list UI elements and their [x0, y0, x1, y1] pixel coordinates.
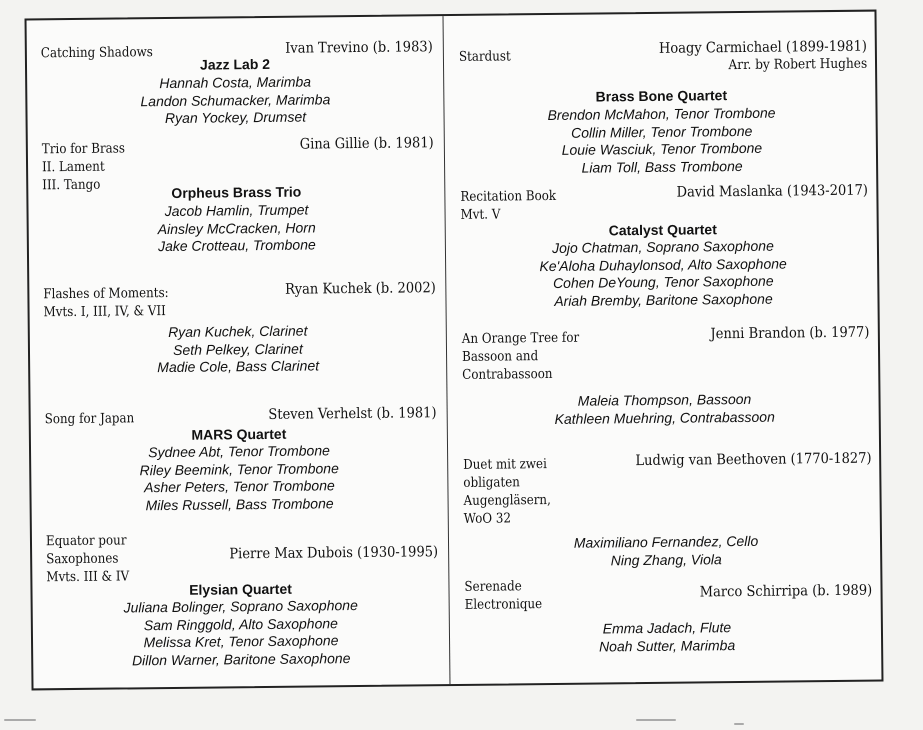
performer: Hannah Costa, Marimba [159, 73, 312, 92]
left-column [27, 16, 450, 688]
piece-title: Flashes of Moments: Mvts. I, III, IV, & VII [43, 284, 169, 321]
composer: Gina Gillie (b. 1981) [299, 135, 434, 153]
performer-list [445, 104, 878, 179]
performer: Seth Pelkey, Clarinet [173, 340, 303, 358]
performer: Noah Sutter, Marimba [598, 636, 736, 654]
performer: Emma Jadach, Flute [602, 619, 732, 637]
program-entry [445, 38, 877, 176]
performer: Juliana Bolinger, Soprano Saxophone [123, 597, 358, 616]
composer: Pierre Max Dubois (1930-1995) [229, 544, 439, 563]
composer: Marco Schirripa (b. 1989) [699, 582, 873, 601]
performer: Ryan Kuchek, Clarinet [168, 322, 308, 340]
performer: Brendon McMahon, Tenor Trombone [547, 104, 776, 124]
performer-list [447, 237, 880, 312]
program-entry [27, 39, 443, 127]
ensemble-name: MARS Quartet [191, 425, 287, 443]
performer-list [30, 321, 447, 378]
performer-list [448, 390, 880, 430]
piece-title: An Orange Tree for Bassoon and Contrabassoon [461, 329, 580, 383]
performer: Ryan Yockey, Drumset [164, 108, 307, 127]
right-column [445, 12, 884, 684]
performer: Madie Cole, Bass Clarinet [157, 357, 320, 376]
performer: Jojo Chatman, Soprano Saxophone [551, 237, 774, 256]
performer: Ning Zhang, Viola [610, 550, 722, 568]
performer-list [28, 200, 445, 257]
composer: Steven Verhelst (b. 1981) [268, 405, 437, 423]
performer: Maximiliano Fernandez, Cello [573, 532, 759, 551]
arranger: Arr. by Robert Hughes [728, 55, 868, 74]
performer-list [33, 596, 450, 670]
performer: Miles Russell, Bass Trombone [145, 494, 334, 513]
piece-title: Duet mit zwei obligaten Augengläsern, WoO 32 [463, 456, 551, 527]
ensemble-name: Orpheus Brass Trio [171, 183, 302, 201]
program-entry [446, 182, 878, 309]
performer-list [451, 618, 883, 658]
performer: Landon Schumacker, Marimba [140, 90, 331, 109]
program-sheet [25, 10, 884, 691]
ensemble-name: Brass Bone Quartet [595, 87, 728, 105]
performer: Sydnee Abt, Tenor Trombone [148, 442, 330, 461]
program-entry [32, 528, 448, 668]
performer: Melissa Kret, Tenor Saxophone [143, 632, 339, 651]
performer: Riley Beemink, Tenor Trombone [139, 459, 339, 478]
performer-list [31, 441, 448, 515]
performer: Jacob Hamlin, Trumpet [164, 201, 309, 220]
performer: Liam Toll, Bass Trombone [581, 157, 743, 176]
ensemble-name: Jazz Lab 2 [199, 55, 271, 73]
program-entry [450, 574, 882, 654]
ensemble-name: Catalyst Quartet [608, 221, 717, 239]
piece-title: Recitation Book Mvt. V [460, 187, 557, 223]
performer: Asher Peters, Tenor Trombone [144, 477, 335, 496]
composer: Ivan Trevino (b. 1983) [285, 39, 433, 57]
performer: Kathleen Muehring, Contrabassoon [554, 408, 775, 427]
program-entry [31, 405, 447, 513]
piece-title: Catching Shadows [40, 44, 153, 62]
performer: Ke'Aloha Duhaylonsod, Alto Saxophone [539, 255, 787, 274]
performer: Collin Miller, Tenor Trombone [570, 122, 753, 141]
performer: Louie Wasciuk, Tenor Trombone [561, 139, 763, 158]
piece-title: Song for Japan [44, 410, 135, 428]
composer: David Maslanka (1943-2017) [676, 182, 869, 201]
composer: Jenni Brandon (b. 1977) [710, 324, 870, 343]
paper-smudge [4, 719, 36, 721]
ensemble-name: Elysian Quartet [189, 580, 292, 598]
performer: Ainsley McCracken, Horn [157, 218, 316, 237]
performer: Ariah Bremby, Baritone Saxophone [554, 290, 773, 309]
performer-list [27, 72, 444, 129]
performer: Sam Ringgold, Alto Saxophone [143, 614, 338, 633]
paper-smudge [734, 723, 744, 725]
performer: Dillon Warner, Baritone Saxophone [131, 649, 351, 668]
piece-title: Trio for Brass II. Lament III. Tango [41, 140, 125, 194]
composer: Ryan Kuchek (b. 2002) [284, 280, 436, 298]
performer: Cohen DeYoung, Tenor Saxophone [552, 272, 774, 291]
composer: Hoagy Carmichael (1899-1981) [658, 38, 867, 57]
program-entry [448, 324, 880, 427]
performer: Maleia Thompson, Bassoon [577, 390, 752, 409]
piece-title: Equator pour Saxophones Mvts. III & IV [45, 532, 130, 586]
piece-title: Stardust [458, 48, 511, 65]
program-entry [28, 135, 444, 255]
program-entry [29, 280, 445, 376]
piece-title: Serenade Electronique [464, 578, 543, 613]
composer: Ludwig van Beethoven (1770-1827) [634, 450, 872, 470]
program-entry [449, 450, 881, 568]
performer: Jake Crotteau, Trombone [157, 236, 316, 255]
performer-list [450, 532, 882, 572]
paper-smudge [636, 719, 676, 721]
